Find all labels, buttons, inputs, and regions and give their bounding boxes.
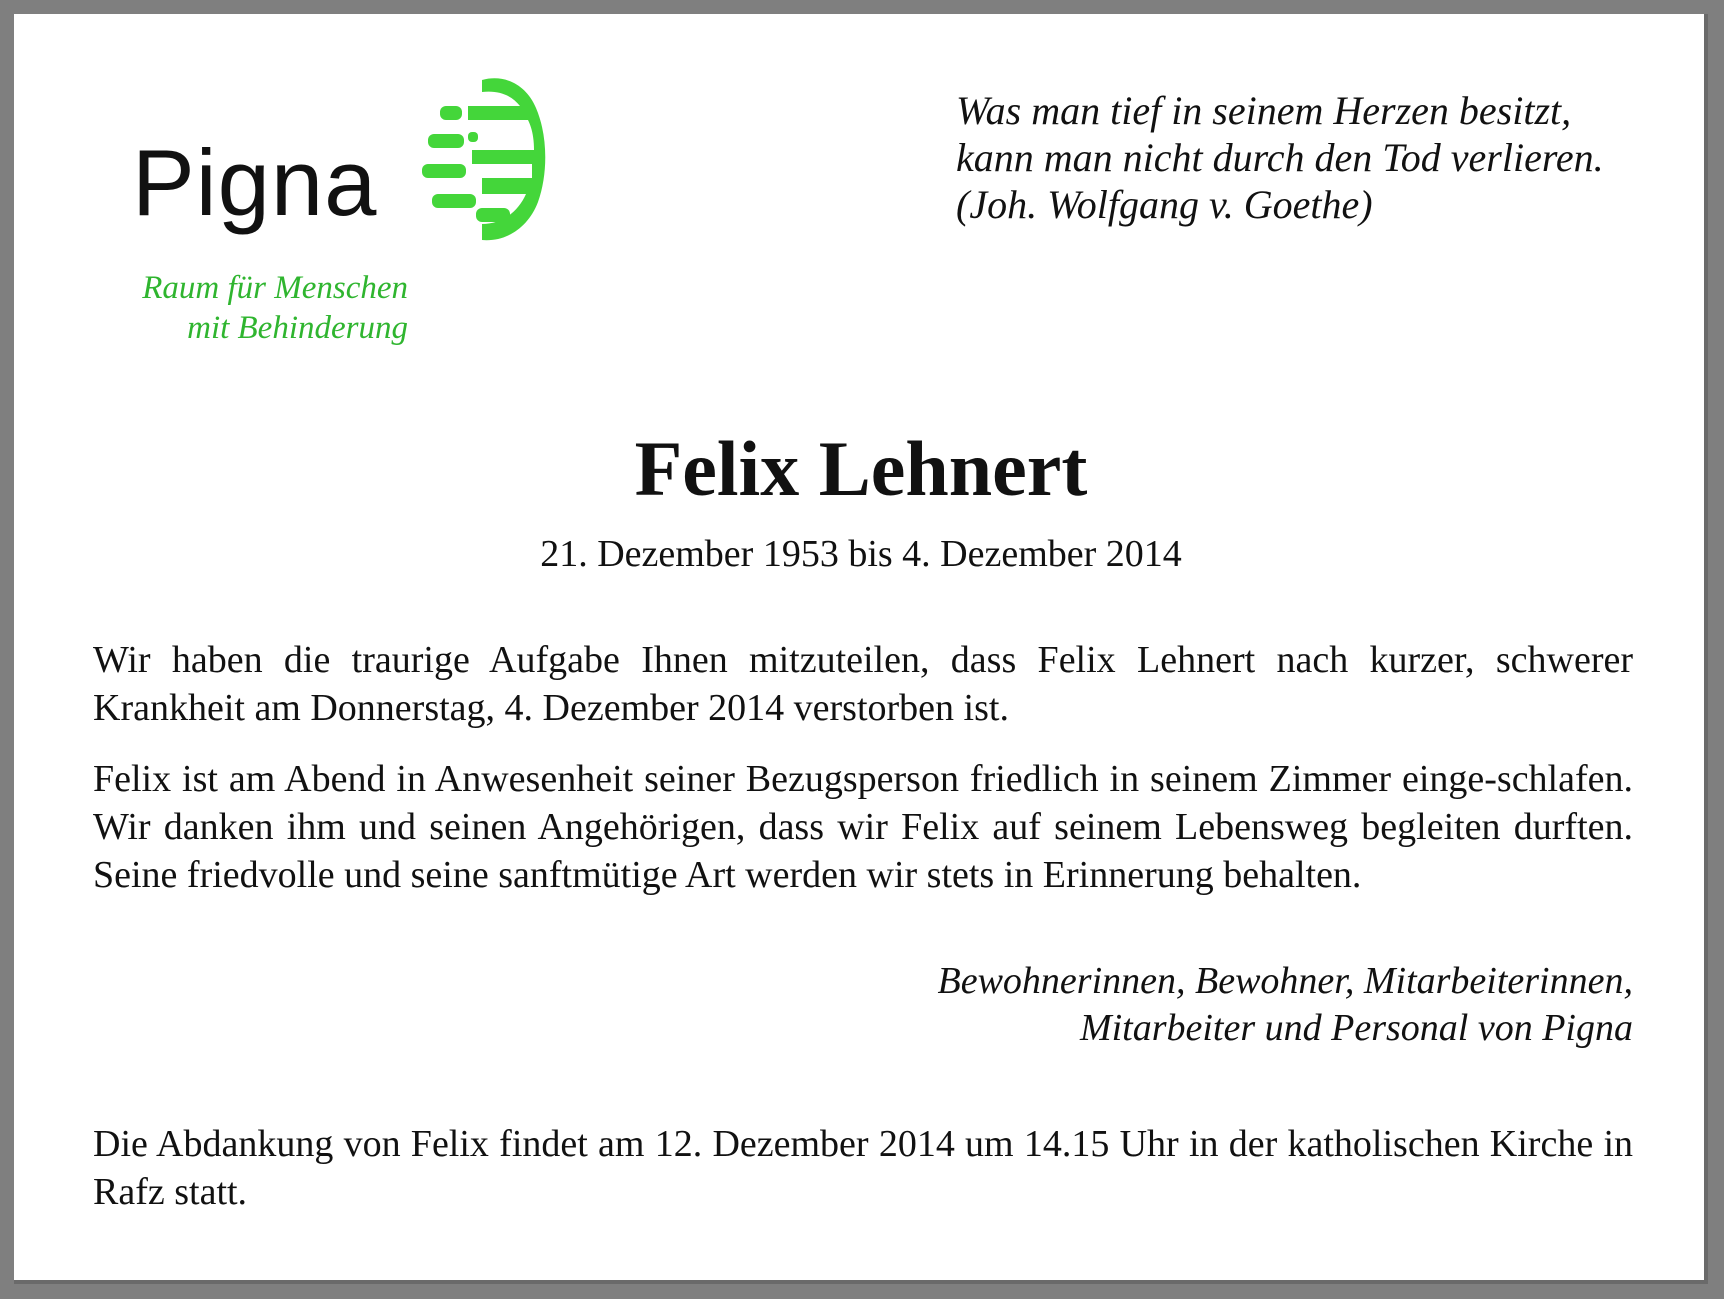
logo-tagline-line2: mit Behinderung [187,310,408,346]
pigna-logo [132,74,562,364]
logo-tagline [108,268,408,348]
pine-cone-icon [422,74,552,244]
quote-line1: Was man tief in seinem Herzen besitzt, [956,88,1572,133]
quote-attribution: (Joh. Wolfgang v. Goethe) [956,182,1373,227]
memorial-paragraph: Felix ist am Abend in Anwesenheit seiner Bezugsperson friedlich in seinem Zimmer einge-schlafen. Wir danken ihm und seinen Angehörigen, dass wir Felix auf seinem Lebensweg begleiten durften. Seine friedvolle und seine sanftmütige Art werden wir stets in Erinnerung behalten. [93,758,1633,896]
logo-tagline-line1: Raum für Menschen [142,270,408,306]
announcement-paragraph: Wir haben die traurige Aufgabe Ihnen mitzuteilen, dass Felix Lehnert nach kurzer, schwerer Krankheit am Donnerstag, 4. Dezember 2014 verstorben ist. [93,639,1633,729]
quote-line2: kann man nicht durch den Tod verlieren. [956,135,1604,180]
funeral-service-paragraph: Die Abdankung von Felix findet am 12. Dezember 2014 um 14.15 Uhr in der katholischen Kirche in Rafz statt. [93,1123,1633,1213]
life-dates: 21. Dezember 1953 bis 4. Dezember 2014 [540,533,1182,575]
goethe-quote [956,87,1656,228]
signature-block [714,958,1633,1052]
document-page [14,14,1708,1284]
signature-line1: Bewohnerinnen, Bewohner, Mitarbeiterinnen, [937,960,1633,1002]
logo-wordmark: Pigna [132,130,378,235]
deceased-name: Felix Lehnert [634,425,1088,512]
signature-line2: Mitarbeiter und Personal von Pigna [1079,1007,1633,1049]
